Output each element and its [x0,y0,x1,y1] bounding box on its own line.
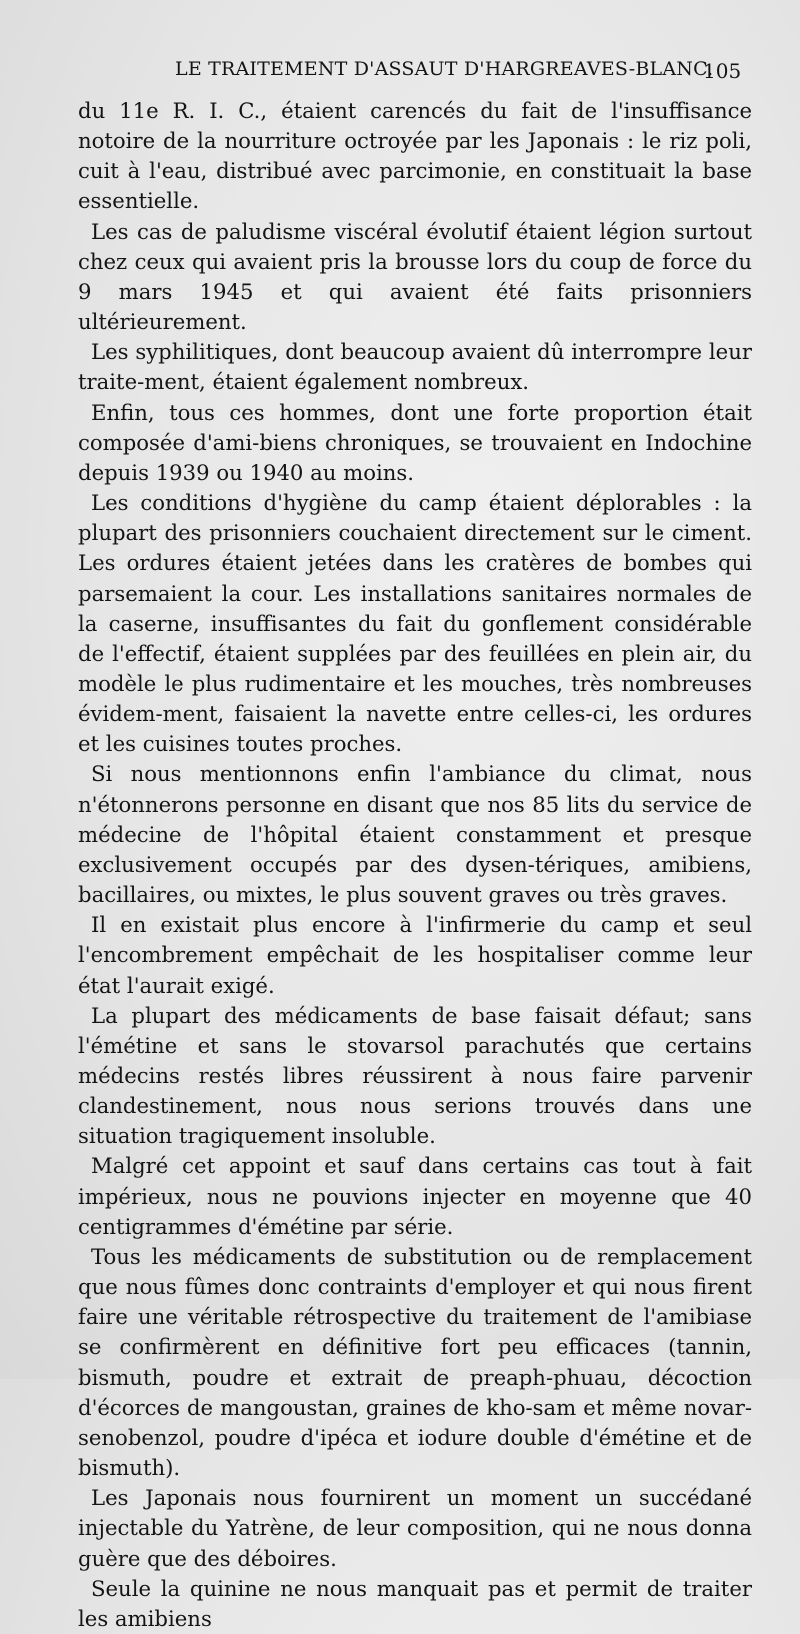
paragraph: Tous les médicaments de substitution ou de remplacement que nous fûmes donc contraints d'employer et qui nous firent faire une véritable rétrospective du traitement de l'amibiase se confirmèrent en définitive fort peu efficaces (tannin, bismuth, poudre et extrait de preaph-phuau, décoction d'écorces de mangoustan, graines de kho-sam et même novar-senobenzol, poudre d'ipéca et iodure double d'émétine et de bismuth). [78,1243,752,1481]
paragraph: Il en existait plus encore à l'infirmerie du camp et seul l'encombrement empêchait de les hospitaliser comme leur état l'aurait exigé. [78,912,752,998]
paragraph: Les cas de paludisme viscéral évolutif étaient légion surtout chez ceux qui avaient pris la brousse lors du coup de force du 9 mars 1945 et qui avaient été faits prisonniers ultérieurement. [78,218,752,335]
paragraph: La plupart des médicaments de base faisait défaut; sans l'émétine et sans le stovarsol parachutés que certains médecins restés libres réussirent à nous faire parvenir clandestinement, nous nous serions trouvés dans une situation tragiquement insoluble. [78,1002,752,1149]
paragraph: Seule la quinine ne nous manquait pas et permit de traiter les amibiens [78,1575,752,1631]
paragraph: Malgré cet appoint et sauf dans certains cas tout à fait impérieux, nous ne pouvions injecter en moyenne que 40 centigrammes d'émétine par série. [78,1153,752,1239]
paragraph: Les syphilitiques, dont beaucoup avaient dû interrompre leur traite-ment, étaient également nombreux. [78,339,752,395]
page-number: 105 [703,59,742,83]
page-header [0,50,800,86]
paragraph: Les conditions d'hygiène du camp étaient déplorables : la plupart des prisonniers couchaient directement sur le ciment. Les ordures étaient jetées dans les cratères de bombes qui parsemaient la cour. Les installations sanitaires normales de la caserne, insuffisantes du fait du gonflement considérable de l'effectif, étaient supplées par des feuillées en plein air, du modèle le plus rudimentaire et les mouches, très nombreuses évidem-ment, faisaient la navette entre celles-ci, les ordures et les cuisines toutes proches. [78,490,752,757]
paragraph: Si nous mentionnons enfin l'ambiance du climat, nous n'étonnerons personne en disant que nos 85 lits du service de médecine de l'hôpital étaient constamment et presque exclusivement occupés par des dysen-tériques, amibiens, bacillaires, ou mixtes, le plus souvent graves ou très graves. [78,761,752,908]
paragraph: Enfin, tous ces hommes, dont une forte proportion était composée d'ami-biens chroniques, se trouvaient en Indochine depuis 1939 ou 1940 au moins. [78,399,752,485]
body-text [78,96,752,1634]
paragraph: Les Japonais nous fournirent un moment un succédané injectable du Yatrène, de leur composition, qui ne nous donna guère que des déboires. [78,1485,752,1571]
running-title: LE TRAITEMENT D'ASSAUT D'HARGREAVES-BLANC. [175,58,714,80]
paragraph: du 11e R. I. C., étaient carencés du fait de l'insuffisance notoire de la nourriture octroyée par les Japonais : le riz poli, cuit à l'eau, distribué avec parcimonie, en constituait la base essentielle. [78,98,752,214]
